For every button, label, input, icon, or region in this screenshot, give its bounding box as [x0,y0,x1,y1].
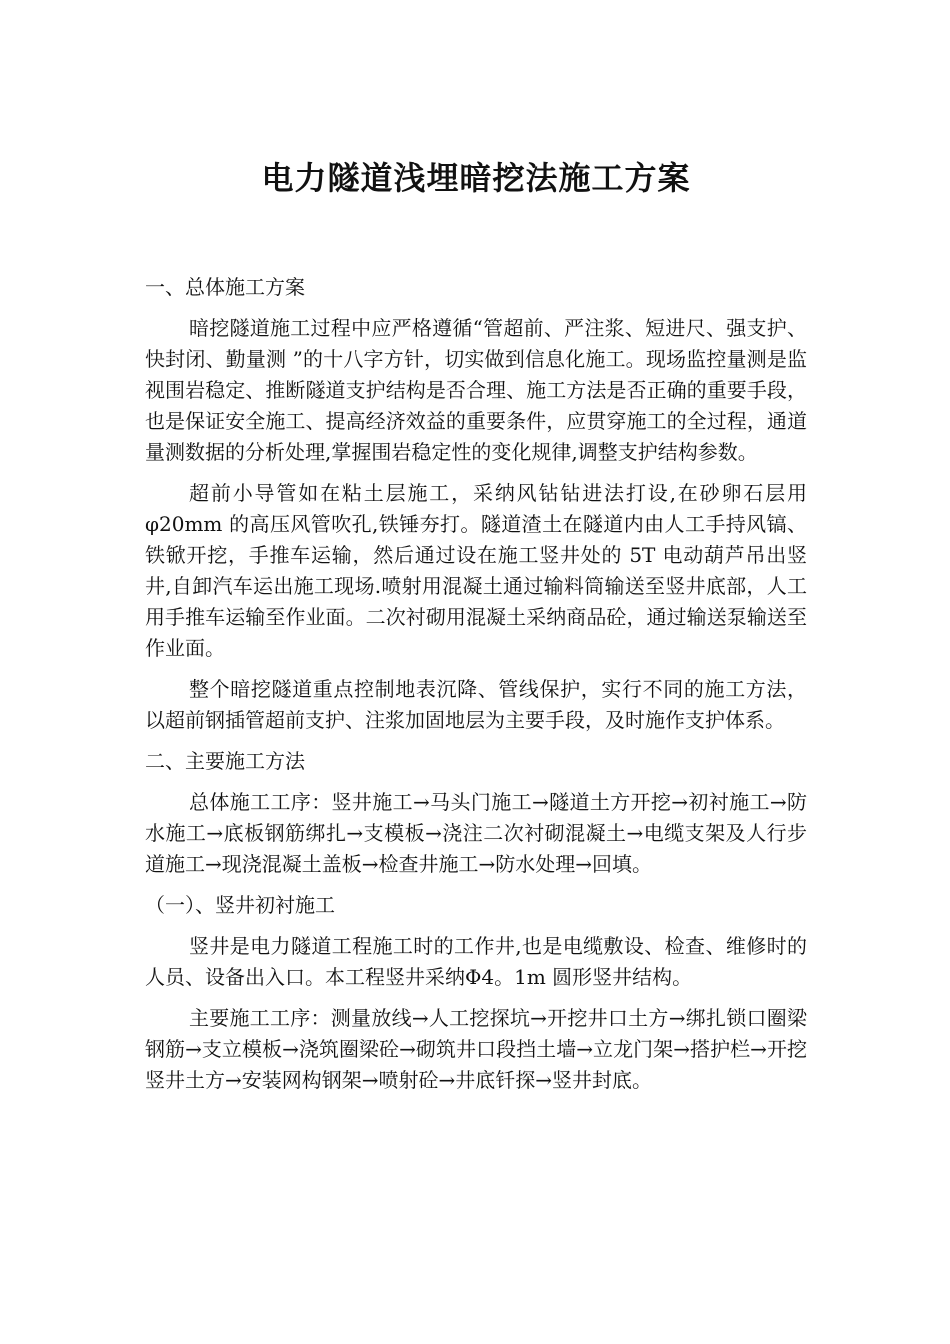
document-body [145,272,807,1106]
section-heading-main-methods: 二、主要施工方法 [145,749,305,773]
paragraph-settlement-control: 整个暗挖隧道重点控制地表沉降、管线保护，实行不同的施工方法，以超前钢插管超前支护、注浆加固地层为主要手段，及时施作支护体系。 [145,677,807,732]
paragraph-shaft-description: 竖井是电力隧道工程施工时的工作井,也是电缆敷设、检查、维修时的人员、设备出入口。本工程竖井采纳Φ4。1m 圆形竖井结构。 [145,934,807,989]
paragraph-overall-sequence: 总体施工工序：竖井施工→马头门施工→隧道土方开挖→初衬施工→防水施工→底板钢筋绑扎→支模板→浇注二次衬砌混凝土→电缆支架及人行步道施工→现浇混凝土盖板→检查井施工→防水处理→回填。 [145,790,807,876]
section-heading-overall-plan: 一、总体施工方案 [145,275,305,299]
document-title: 电力隧道浅埋暗挖法施工方案 [261,159,691,197]
paragraph-pipe-and-muck: 超前小导管如在粘土层施工，采纳风钻钻进法打设,在砂卵石层用 φ20mm 的高压风管吹孔,铁锤夯打。隧道渣土在隧道内由人工手持风镐、铁锨开挖，手推车运输，然后通过设在施工竖井处的 5T 电动葫芦吊出竖井,自卸汽车运出施工现场.喷射用混凝土通过输料筒输送至竖井底部，人工用手推车运输至作业面。二次衬砌用混凝土采纳商品砼，通过输送泵输送至作业面。 [145,481,807,660]
paragraph-shaft-sequence: 主要施工工序：测量放线→人工挖探坑→开挖井口土方→绑扎锁口圈梁钢筋→支立模板→浇筑圈梁砼→砌筑井口段挡土墙→立龙门架→搭护栏→开挖竖井土方→安装网构钢架→喷射砼→井底钎探→竖井封底。 [145,1006,807,1092]
paragraph-principles: 暗挖隧道施工过程中应严格遵循“管超前、严注浆、短进尺、强支护、快封闭、勤量测 ”的十八字方针，切实做到信息化施工。现场监控量测是监视围岩稳定、推断隧道支护结构是否合理、施工方法是否正确的重要手段，也是保证安全施工、提高经济效益的重要条件，应贯穿施工的全过程，通道量测数据的分析处理,掌握围岩稳定性的变化规律,调整支护结构参数。 [145,316,807,464]
subsection-heading-shaft-lining: （一）、竖井初衬施工 [145,893,335,917]
